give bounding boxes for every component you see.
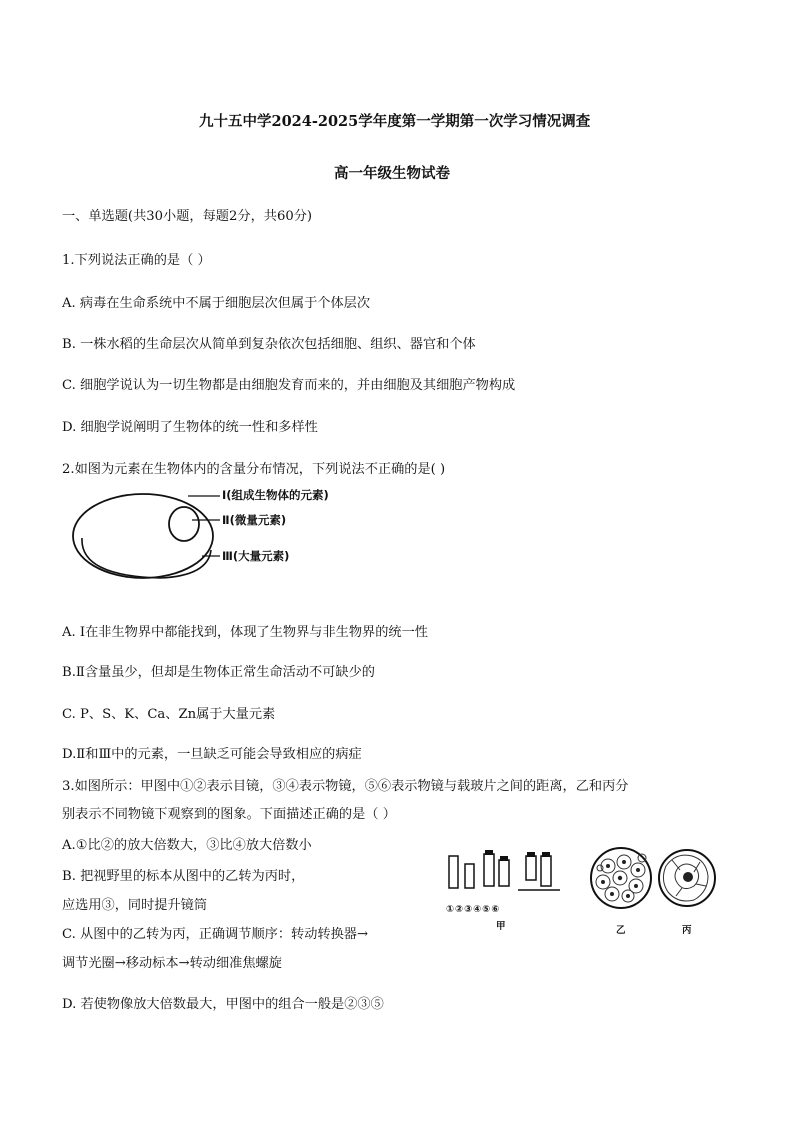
figure-bing-label: 丙 — [682, 925, 692, 936]
question-2-option-c: C. P、S、K、Ca、Zn属于大量元素 — [62, 707, 276, 722]
question-1-option-d: D. 细胞学说阐明了生物体的统一性和多样性 — [62, 420, 318, 435]
question-1-option-a: A. 病毒在生命系统中不属于细胞层次但属于个体层次 — [62, 296, 371, 311]
question-1-stem: 1.下列说法正确的是（ ） — [62, 253, 211, 268]
lens-number-labels: ①②③④⑤⑥ — [446, 904, 501, 915]
venn-label-1: Ⅰ(组成生物体的元素) — [222, 488, 329, 502]
venn-label-2: Ⅱ(微量元素) — [222, 513, 287, 527]
figure-yi-label: 乙 — [616, 925, 626, 936]
objective-4-cap — [500, 856, 508, 861]
objective-4-icon — [499, 860, 509, 886]
question-1-option-c: C. 细胞学说认为一切生物都是由细胞发育而来的，并由细胞及其细胞产物构成 — [62, 378, 516, 393]
page-subtitle: 高一年级生物试卷 — [334, 165, 450, 182]
lower-curve-set-3 — [82, 538, 211, 578]
outer-ellipse-set-1 — [73, 494, 213, 578]
objective-3-icon — [484, 854, 494, 886]
section-heading: 一、单选题(共30小题，每题2分，共60分) — [62, 209, 313, 224]
eyepiece-2-icon — [465, 864, 474, 888]
objective-5-cap — [527, 852, 535, 857]
objective-5-icon — [526, 856, 536, 880]
venn-label-3: Ⅲ(大量元素) — [222, 549, 290, 563]
figure-jia-label: 甲 — [496, 921, 506, 932]
objective-6-icon — [541, 856, 551, 886]
question-3-stem-line-2: 别表示不同物镜下观察到的图象。下面描述正确的是（ ） — [62, 807, 396, 822]
question-3-option-b-line-2: 应选用③，同时提升镜筒 — [62, 898, 208, 913]
view-bing-nucleus — [683, 872, 693, 882]
question-3-option-a: A.①比②的放大倍数大，③比④放大倍数小 — [62, 838, 312, 853]
question-3-stem-line-1: 3.如图所示：甲图中①②表示目镜，③④表示物镜，⑤⑥表示物镜与载玻片之间的距离，乙和丙分 — [62, 779, 629, 794]
question-2-stem: 2.如图为元素在生物体内的含量分布情况，下列说法不正确的是( ) — [62, 462, 446, 477]
eyepiece-1-icon — [449, 856, 458, 888]
question-3-option-b-line-1: B. 把视野里的标本从图中的乙转为丙时， — [62, 869, 305, 884]
objective-6-cap — [542, 852, 550, 857]
question-2-option-a: A. Ⅰ在非生物界中都能找到，体现了生物界与非生物界的统一性 — [62, 625, 428, 640]
question-3-option-c-line-2: 调节光圈→移动标本→转动细准焦螺旋 — [62, 956, 282, 971]
element-content-venn-diagram — [70, 480, 370, 590]
question-1-option-b: B. 一株水稻的生命层次从简单到复杂依次包括细胞、组织、器官和个体 — [62, 337, 476, 352]
question-2-option-b: B.Ⅱ含量虽少，但却是生物体正常生命活动不可缺少的 — [62, 665, 375, 680]
small-ellipse-set-2 — [169, 507, 199, 541]
question-2-option-d: D.Ⅱ和Ⅲ中的元素，一旦缺乏可能会导致相应的病症 — [62, 747, 362, 762]
microscope-figure — [440, 846, 730, 936]
page-title: 九十五中学2024-2025学年度第一学期第一次学习情况调查 — [199, 113, 591, 130]
objective-3-cap — [485, 850, 493, 855]
question-3-option-d: D. 若使物像放大倍数最大，甲图中的组合一般是②③⑤ — [62, 997, 384, 1012]
question-3-option-c-line-1: C. 从图中的乙转为丙，正确调节顺序：转动转换器→ — [62, 927, 368, 942]
